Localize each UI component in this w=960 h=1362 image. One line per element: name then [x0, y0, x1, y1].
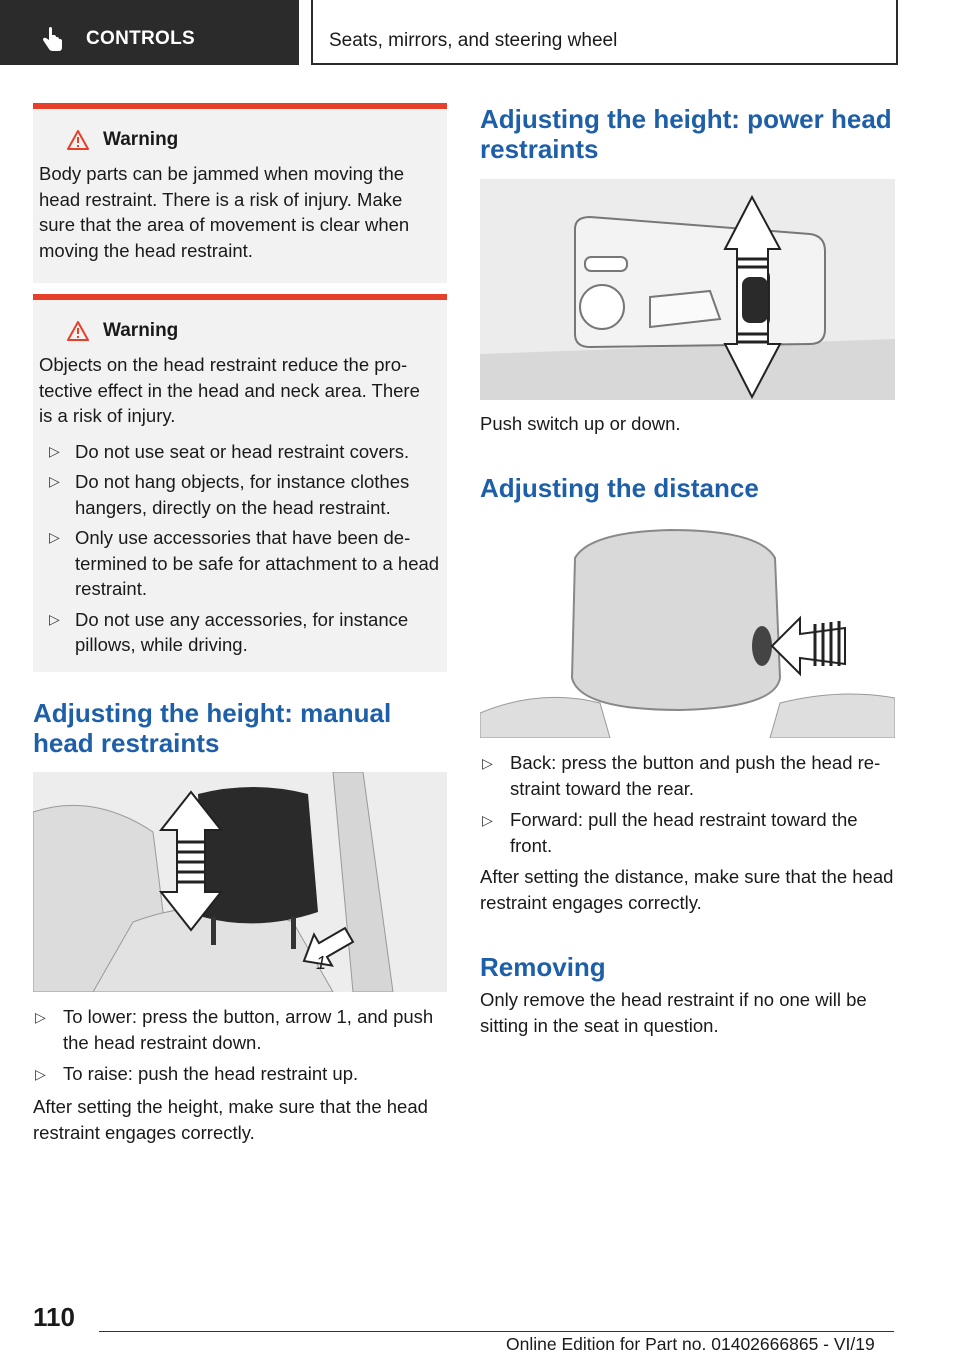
hand-pointer-icon [40, 27, 66, 53]
list-item: ▷ Forward: pull the head restraint toward the front. [480, 807, 895, 859]
warning-label: Warning [103, 129, 179, 150]
distance-bullet-list [480, 750, 895, 864]
list-item: ▷ Only use accessories that have been de‐termined to be safe for attachment to a head restraint. [39, 525, 445, 602]
manual-note: After setting the height, make sure that the head restraint engages correctly. [33, 1096, 428, 1143]
removing-text: Only remove the head restraint if no one will be sitting in the seat in question. [480, 989, 867, 1036]
footer-edition: Online Edition for Part no. 01402666865 - VI/19 [506, 1334, 875, 1354]
manual-bullet-list [33, 1004, 447, 1092]
list-item: ▷ Back: press the button and push the head re‐straint toward the rear. [480, 750, 895, 802]
warning-text: Objects on the head restraint reduce the pro‐tective effect in the head and neck area. There is a risk of injury. [39, 354, 420, 426]
figure-manual-head-restraint [33, 772, 447, 992]
list-item: ▷ To lower: press the button, arrow 1, and push the head restraint down. [33, 1004, 447, 1056]
list-item: ▷ Do not hang objects, for instance clothes hangers, directly on the head restraint. [39, 469, 445, 520]
section-heading-distance: Adjusting the distance [480, 473, 759, 503]
page-number: 110 [33, 1302, 75, 1332]
warning-box-1 [33, 103, 447, 283]
section-heading-manual: Adjusting the height: manual head restraints [33, 698, 392, 758]
distance-note: After setting the distance, make sure that the head restraint engages correctly. [480, 866, 894, 913]
chapter-title: Seats, mirrors, and steering wheel [329, 30, 618, 51]
callout-number: 1 [316, 953, 327, 973]
warning-label: Warning [103, 320, 179, 341]
section-label: CONTROLS [86, 28, 196, 49]
section-heading-power: Adjusting the height: power head restraints [480, 104, 892, 164]
figure-power-switch [480, 179, 895, 400]
section-tab [0, 0, 299, 65]
footer-rule [99, 1331, 894, 1332]
list-item: ▷ Do not use any accessories, for instance pillows, while driving. [39, 607, 445, 658]
list-item: ▷ Do not use seat or head restraint covers. [39, 439, 445, 465]
section-heading-removing: Removing [480, 952, 606, 982]
warning-triangle-icon [67, 130, 89, 150]
warning-box-2 [33, 294, 447, 672]
warning-text: Body parts can be jammed when moving the head restraint. There is a risk of injury. Make sure that the area of movement is clear when moving the head restraint. [39, 163, 410, 261]
warning-bullet-list [39, 439, 447, 658]
power-text: Push switch up or down. [480, 413, 681, 434]
figure-distance [480, 528, 895, 738]
warning-triangle-icon [67, 321, 89, 341]
chapter-tab [311, 0, 898, 65]
list-item: ▷ To raise: push the head restraint up. [33, 1061, 447, 1087]
